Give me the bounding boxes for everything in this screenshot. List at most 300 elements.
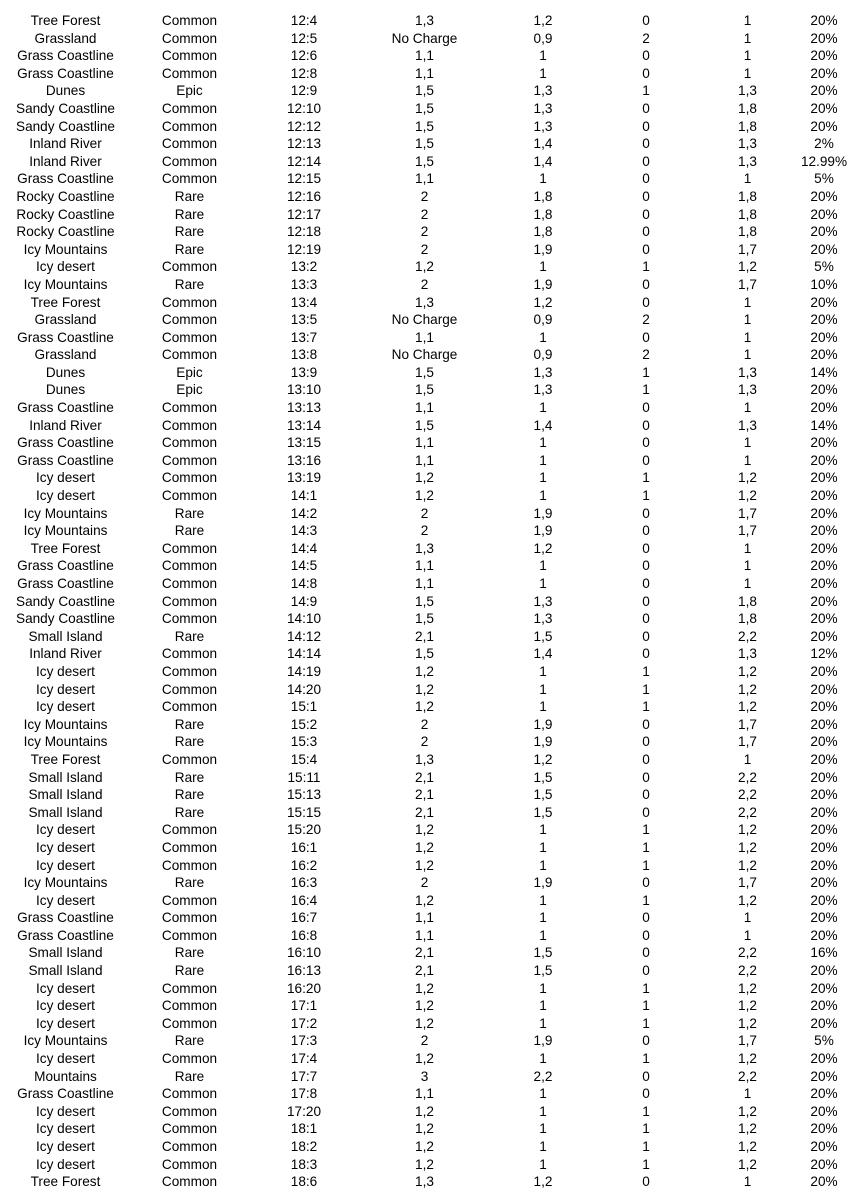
value-c-cell: 1,7 xyxy=(738,276,757,292)
rarity-cell: Common xyxy=(161,1086,218,1102)
terrain-cell: Icy desert xyxy=(36,822,95,838)
rarity-cell: Rare xyxy=(174,734,205,750)
value-a-cell: 1,9 xyxy=(533,505,553,521)
value-a-cell: 1,9 xyxy=(533,875,553,891)
percent-cell: 16% xyxy=(810,945,838,961)
value-a-cell: 1 xyxy=(539,1121,547,1137)
value-c-cell: 1 xyxy=(743,312,752,328)
percent-cell: 2% xyxy=(814,136,834,152)
value-c-cell: 2,2 xyxy=(738,804,757,820)
value-a-cell: 1 xyxy=(539,910,547,926)
terrain-cell: Icy desert xyxy=(36,839,95,855)
value-b-cell: 0 xyxy=(642,400,650,416)
charge-cell: 1,2 xyxy=(415,1156,434,1172)
charge-cell: 1,3 xyxy=(415,13,434,28)
value-a-cell: 1 xyxy=(539,980,547,996)
percent-cell: 5% xyxy=(814,259,834,275)
value-c-cell: 1,3 xyxy=(738,417,757,433)
charge-cell: 1,2 xyxy=(415,980,434,996)
value-a-cell: 1,3 xyxy=(533,100,553,116)
terrain-cell: Grass Coastline xyxy=(17,452,114,468)
table-row xyxy=(0,399,848,417)
percent-cell: 20% xyxy=(810,734,838,750)
value-c-cell: 1 xyxy=(743,435,752,451)
value-b-cell: 0 xyxy=(642,611,650,627)
table-row xyxy=(0,47,848,65)
value-c-cell: 1,2 xyxy=(738,663,757,679)
value-a-cell: 1,4 xyxy=(533,136,553,152)
charge-cell: 1,2 xyxy=(415,1015,434,1031)
table-row xyxy=(0,716,848,734)
value-b-cell: 0 xyxy=(642,224,650,240)
table-row xyxy=(0,769,848,787)
value-a-cell: 1,9 xyxy=(533,241,553,257)
charge-cell: 1,1 xyxy=(415,435,434,451)
value-b-cell: 0 xyxy=(642,628,650,644)
value-c-cell: 1,2 xyxy=(738,998,757,1014)
percent-cell: 20% xyxy=(810,470,838,486)
percent-cell: 20% xyxy=(810,1139,838,1154)
value-a-cell: 0,9 xyxy=(533,312,553,328)
rarity-cell: Rare xyxy=(174,945,205,961)
value-c-cell: 2,2 xyxy=(738,963,757,979)
percent-cell: 20% xyxy=(810,30,838,46)
percent-cell: 20% xyxy=(810,1086,838,1102)
coordinate-cell: 15:20 xyxy=(286,822,322,838)
value-c-cell: 1,2 xyxy=(738,470,757,486)
percent-cell: 20% xyxy=(810,611,838,627)
value-b-cell: 0 xyxy=(642,1086,650,1102)
charge-cell: 2 xyxy=(420,875,429,891)
terrain-cell: Small Island xyxy=(28,628,103,644)
terrain-cell: Icy Mountains xyxy=(23,241,108,257)
value-c-cell: 1,8 xyxy=(738,100,757,116)
rarity-cell: Common xyxy=(161,347,218,363)
table-row xyxy=(0,276,848,294)
value-a-cell: 1 xyxy=(539,48,547,64)
charge-cell: 1,1 xyxy=(415,576,434,591)
value-b-cell: 0 xyxy=(642,329,650,345)
value-a-cell: 1 xyxy=(539,435,547,451)
percent-cell: 20% xyxy=(810,118,838,134)
charge-cell: 1,3 xyxy=(415,294,434,310)
table-row xyxy=(0,223,848,241)
value-b-cell: 0 xyxy=(642,153,650,169)
percent-cell: 12.99% xyxy=(800,153,848,169)
charge-cell: 1,1 xyxy=(415,1086,434,1102)
value-a-cell: 1,5 xyxy=(533,945,553,961)
value-b-cell: 1 xyxy=(642,857,650,873)
terrain-cell: Icy Mountains xyxy=(23,523,108,539)
coordinate-cell: 16:7 xyxy=(290,910,318,926)
terrain-cell: Tree Forest xyxy=(30,13,101,28)
rarity-cell: Common xyxy=(161,452,218,468)
charge-cell: 2,1 xyxy=(415,804,434,820)
charge-cell: 1,1 xyxy=(415,48,434,64)
value-c-cell: 2,2 xyxy=(738,945,757,961)
value-b-cell: 0 xyxy=(642,417,650,433)
table-row xyxy=(0,698,848,716)
percent-cell: 20% xyxy=(810,751,838,767)
value-b-cell: 1 xyxy=(642,1015,650,1031)
charge-cell: 2 xyxy=(420,206,429,222)
percent-cell: 20% xyxy=(810,980,838,996)
coordinate-cell: 14:8 xyxy=(290,576,318,591)
charge-cell: 1,5 xyxy=(415,593,434,609)
table-row xyxy=(0,593,848,611)
value-b-cell: 0 xyxy=(642,945,650,961)
table-row xyxy=(0,927,848,945)
value-c-cell: 1 xyxy=(743,1174,752,1190)
value-c-cell: 1,8 xyxy=(738,206,757,222)
percent-cell: 20% xyxy=(810,699,838,715)
terrain-cell: Inland River xyxy=(29,646,102,662)
rarity-cell: Common xyxy=(161,1103,218,1119)
terrain-cell: Sandy Coastline xyxy=(16,118,115,134)
terrain-cell: Icy Mountains xyxy=(23,716,108,732)
coordinate-cell: 16:20 xyxy=(286,980,322,996)
percent-cell: 20% xyxy=(810,787,838,803)
charge-cell: 1,5 xyxy=(415,417,434,433)
value-b-cell: 0 xyxy=(642,716,650,732)
coordinate-cell: 13:5 xyxy=(290,312,318,328)
value-c-cell: 1,7 xyxy=(738,716,757,732)
percent-cell: 20% xyxy=(810,48,838,64)
value-a-cell: 1,2 xyxy=(533,751,553,767)
value-a-cell: 1 xyxy=(539,663,547,679)
value-c-cell: 1,2 xyxy=(738,822,757,838)
rarity-cell: Common xyxy=(161,259,218,275)
value-c-cell: 1 xyxy=(743,540,752,556)
value-b-cell: 0 xyxy=(642,910,650,926)
value-b-cell: 0 xyxy=(642,1174,650,1190)
terrain-cell: Grass Coastline xyxy=(17,48,114,64)
charge-cell: 1,1 xyxy=(415,927,434,943)
value-c-cell: 1 xyxy=(743,294,752,310)
terrain-cell: Grass Coastline xyxy=(17,400,114,416)
charge-cell: 1,2 xyxy=(415,681,434,697)
value-b-cell: 1 xyxy=(642,1051,650,1067)
terrain-cell: Dunes xyxy=(45,364,86,380)
value-c-cell: 1,7 xyxy=(738,1033,757,1049)
table-row xyxy=(0,364,848,382)
coordinate-cell: 18:3 xyxy=(290,1156,318,1172)
coordinate-cell: 12:6 xyxy=(290,48,318,64)
rarity-cell: Epic xyxy=(176,83,203,99)
charge-cell: 2,1 xyxy=(415,787,434,803)
percent-cell: 20% xyxy=(810,1121,838,1137)
coordinate-cell: 13:10 xyxy=(286,382,322,398)
coordinate-cell: 13:14 xyxy=(286,417,322,433)
table-row xyxy=(0,487,848,505)
rarity-cell: Common xyxy=(161,857,218,873)
rarity-cell: Common xyxy=(161,980,218,996)
percent-cell: 20% xyxy=(810,65,838,81)
table-row xyxy=(0,751,848,769)
rarity-cell: Common xyxy=(161,540,218,556)
value-a-cell: 1 xyxy=(539,488,547,504)
coordinate-cell: 12:12 xyxy=(286,118,322,134)
value-b-cell: 0 xyxy=(642,136,650,152)
charge-cell: 1,5 xyxy=(415,364,434,380)
terrain-cell: Grass Coastline xyxy=(17,171,114,187)
rarity-cell: Common xyxy=(161,576,218,591)
coordinate-cell: 16:10 xyxy=(286,945,322,961)
charge-cell: No Charge xyxy=(391,312,458,328)
value-a-cell: 1,3 xyxy=(533,118,553,134)
terrain-cell: Icy desert xyxy=(36,980,95,996)
value-b-cell: 1 xyxy=(642,663,650,679)
value-c-cell: 1 xyxy=(743,558,752,574)
table-row xyxy=(0,206,848,224)
terrain-cell: Tree Forest xyxy=(30,294,101,310)
coordinate-cell: 13:16 xyxy=(286,452,322,468)
charge-cell: 1,2 xyxy=(415,998,434,1014)
rarity-cell: Common xyxy=(161,294,218,310)
percent-cell: 20% xyxy=(810,505,838,521)
rarity-cell: Common xyxy=(161,65,218,81)
rarity-cell: Rare xyxy=(174,523,205,539)
value-b-cell: 0 xyxy=(642,435,650,451)
value-a-cell: 1,3 xyxy=(533,611,553,627)
rarity-cell: Rare xyxy=(174,963,205,979)
terrain-cell: Icy desert xyxy=(36,681,95,697)
coordinate-cell: 14:2 xyxy=(290,505,318,521)
table-row xyxy=(0,681,848,699)
coordinate-cell: 14:3 xyxy=(290,523,318,539)
terrain-cell: Small Island xyxy=(28,787,103,803)
rarity-cell: Common xyxy=(161,329,218,345)
value-b-cell: 0 xyxy=(642,241,650,257)
value-c-cell: 1 xyxy=(743,910,752,926)
terrain-cell: Sandy Coastline xyxy=(16,593,115,609)
rarity-cell: Common xyxy=(161,100,218,116)
value-c-cell: 1 xyxy=(743,927,752,943)
percent-cell: 20% xyxy=(810,839,838,855)
table-row xyxy=(0,1068,848,1086)
value-b-cell: 1 xyxy=(642,980,650,996)
value-b-cell: 0 xyxy=(642,188,650,204)
value-b-cell: 1 xyxy=(642,699,650,715)
value-c-cell: 1,7 xyxy=(738,505,757,521)
percent-cell: 20% xyxy=(810,1174,838,1190)
table-row xyxy=(0,452,848,470)
percent-cell: 20% xyxy=(810,452,838,468)
percent-cell: 20% xyxy=(810,857,838,873)
table-row xyxy=(0,434,848,452)
terrain-cell: Icy Mountains xyxy=(23,1033,108,1049)
value-c-cell: 2,2 xyxy=(738,787,757,803)
value-c-cell: 1 xyxy=(743,48,752,64)
value-b-cell: 1 xyxy=(642,382,650,398)
charge-cell: 1,5 xyxy=(415,382,434,398)
percent-cell: 20% xyxy=(810,382,838,398)
table-row xyxy=(0,1173,848,1191)
value-c-cell: 1,2 xyxy=(738,1051,757,1067)
value-b-cell: 0 xyxy=(642,646,650,662)
terrain-cell: Icy desert xyxy=(36,1015,95,1031)
table-row xyxy=(0,153,848,171)
rarity-cell: Common xyxy=(161,136,218,152)
table-row xyxy=(0,170,848,188)
value-b-cell: 1 xyxy=(642,998,650,1014)
table-row xyxy=(0,645,848,663)
rarity-cell: Rare xyxy=(174,1033,205,1049)
percent-cell: 20% xyxy=(810,1015,838,1031)
percent-cell: 20% xyxy=(810,1068,838,1084)
rarity-cell: Epic xyxy=(176,382,203,398)
value-a-cell: 1 xyxy=(539,329,547,345)
charge-cell: 2 xyxy=(420,241,429,257)
value-c-cell: 1,2 xyxy=(738,1015,757,1031)
value-a-cell: 1,8 xyxy=(533,206,553,222)
rarity-cell: Common xyxy=(161,488,218,504)
coordinate-cell: 17:1 xyxy=(290,998,318,1014)
coordinate-cell: 12:19 xyxy=(286,241,322,257)
value-a-cell: 1,8 xyxy=(533,188,553,204)
charge-cell: 2 xyxy=(420,505,429,521)
value-c-cell: 1,2 xyxy=(738,857,757,873)
rarity-cell: Common xyxy=(161,1174,218,1190)
value-a-cell: 1,5 xyxy=(533,804,553,820)
value-a-cell: 1,5 xyxy=(533,787,553,803)
value-b-cell: 0 xyxy=(642,118,650,134)
terrain-cell: Sandy Coastline xyxy=(16,611,115,627)
value-a-cell: 1 xyxy=(539,998,547,1014)
value-a-cell: 1,9 xyxy=(533,1033,553,1049)
value-c-cell: 1,3 xyxy=(738,364,757,380)
value-a-cell: 2,2 xyxy=(533,1068,553,1084)
coordinate-cell: 16:3 xyxy=(290,875,318,891)
table-row xyxy=(0,663,848,681)
coordinate-cell: 12:9 xyxy=(290,83,318,99)
value-a-cell: 1 xyxy=(539,822,547,838)
percent-cell: 20% xyxy=(810,188,838,204)
rarity-cell: Rare xyxy=(174,716,205,732)
percent-cell: 20% xyxy=(810,1156,838,1172)
percent-cell: 20% xyxy=(810,892,838,908)
value-c-cell: 1,3 xyxy=(738,136,757,152)
rarity-cell: Rare xyxy=(174,804,205,820)
rarity-cell: Rare xyxy=(174,188,205,204)
value-a-cell: 1,4 xyxy=(533,417,553,433)
terrain-cell: Mountains xyxy=(34,1068,97,1084)
value-b-cell: 0 xyxy=(642,576,650,591)
charge-cell: 1,2 xyxy=(415,1139,434,1154)
value-b-cell: 0 xyxy=(642,751,650,767)
percent-cell: 20% xyxy=(810,558,838,574)
rarity-cell: Rare xyxy=(174,505,205,521)
value-c-cell: 1,2 xyxy=(738,839,757,855)
value-a-cell: 1 xyxy=(539,839,547,855)
document-page xyxy=(0,12,848,1191)
value-a-cell: 1,2 xyxy=(533,13,553,28)
percent-cell: 5% xyxy=(814,1033,834,1049)
rarity-cell: Common xyxy=(161,153,218,169)
rarity-cell: Common xyxy=(161,1015,218,1031)
percent-cell: 20% xyxy=(810,206,838,222)
table-row xyxy=(0,100,848,118)
terrain-cell: Grass Coastline xyxy=(17,576,114,591)
percent-cell: 20% xyxy=(810,329,838,345)
value-b-cell: 0 xyxy=(642,48,650,64)
percent-cell: 20% xyxy=(810,312,838,328)
charge-cell: 1,5 xyxy=(415,83,434,99)
charge-cell: 1,5 xyxy=(415,136,434,152)
terrain-cell: Icy Mountains xyxy=(23,505,108,521)
terrain-cell: Grass Coastline xyxy=(17,927,114,943)
coordinate-cell: 12:17 xyxy=(286,206,322,222)
terrain-cell: Rocky Coastline xyxy=(16,224,115,240)
table-row xyxy=(0,557,848,575)
charge-cell: 1,2 xyxy=(415,470,434,486)
charge-cell: 1,2 xyxy=(415,1051,434,1067)
value-a-cell: 1 xyxy=(539,699,547,715)
rarity-cell: Common xyxy=(161,646,218,662)
tile-data-table xyxy=(0,12,848,1191)
table-row xyxy=(0,892,848,910)
terrain-cell: Icy desert xyxy=(36,488,95,504)
rarity-cell: Common xyxy=(161,118,218,134)
value-a-cell: 1,9 xyxy=(533,523,553,539)
terrain-cell: Dunes xyxy=(45,382,86,398)
rarity-cell: Epic xyxy=(176,364,203,380)
charge-cell: 2 xyxy=(420,716,429,732)
terrain-cell: Icy Mountains xyxy=(23,875,108,891)
table-row xyxy=(0,258,848,276)
coordinate-cell: 14:4 xyxy=(290,540,318,556)
value-a-cell: 1 xyxy=(539,400,547,416)
terrain-cell: Grassland xyxy=(34,30,97,46)
terrain-cell: Tree Forest xyxy=(30,1174,101,1190)
value-c-cell: 1 xyxy=(743,171,752,187)
value-b-cell: 0 xyxy=(642,875,650,891)
table-row xyxy=(0,839,848,857)
value-b-cell: 1 xyxy=(642,488,650,504)
charge-cell: 2,1 xyxy=(415,628,434,644)
value-c-cell: 1,2 xyxy=(738,1103,757,1119)
table-row xyxy=(0,381,848,399)
value-b-cell: 0 xyxy=(642,787,650,803)
value-b-cell: 1 xyxy=(642,364,650,380)
value-c-cell: 1,8 xyxy=(738,593,757,609)
charge-cell: 1,1 xyxy=(415,329,434,345)
value-b-cell: 0 xyxy=(642,1068,650,1084)
coordinate-cell: 13:19 xyxy=(286,470,322,486)
charge-cell: 1,5 xyxy=(415,118,434,134)
terrain-cell: Small Island xyxy=(28,804,103,820)
value-b-cell: 0 xyxy=(642,13,650,28)
coordinate-cell: 12:14 xyxy=(286,153,322,169)
value-c-cell: 1,3 xyxy=(738,382,757,398)
table-row xyxy=(0,294,848,312)
coordinate-cell: 14:14 xyxy=(286,646,322,662)
coordinate-cell: 13:9 xyxy=(290,364,318,380)
percent-cell: 20% xyxy=(810,576,838,591)
coordinate-cell: 16:1 xyxy=(290,839,318,855)
value-b-cell: 1 xyxy=(642,1121,650,1137)
value-b-cell: 1 xyxy=(642,259,650,275)
rarity-cell: Common xyxy=(161,1121,218,1137)
table-row xyxy=(0,575,848,593)
coordinate-cell: 12:8 xyxy=(290,65,318,81)
value-a-cell: 1 xyxy=(539,470,547,486)
value-c-cell: 1,2 xyxy=(738,699,757,715)
value-b-cell: 0 xyxy=(642,294,650,310)
percent-cell: 20% xyxy=(810,523,838,539)
value-c-cell: 1 xyxy=(743,30,752,46)
value-c-cell: 1,7 xyxy=(738,523,757,539)
